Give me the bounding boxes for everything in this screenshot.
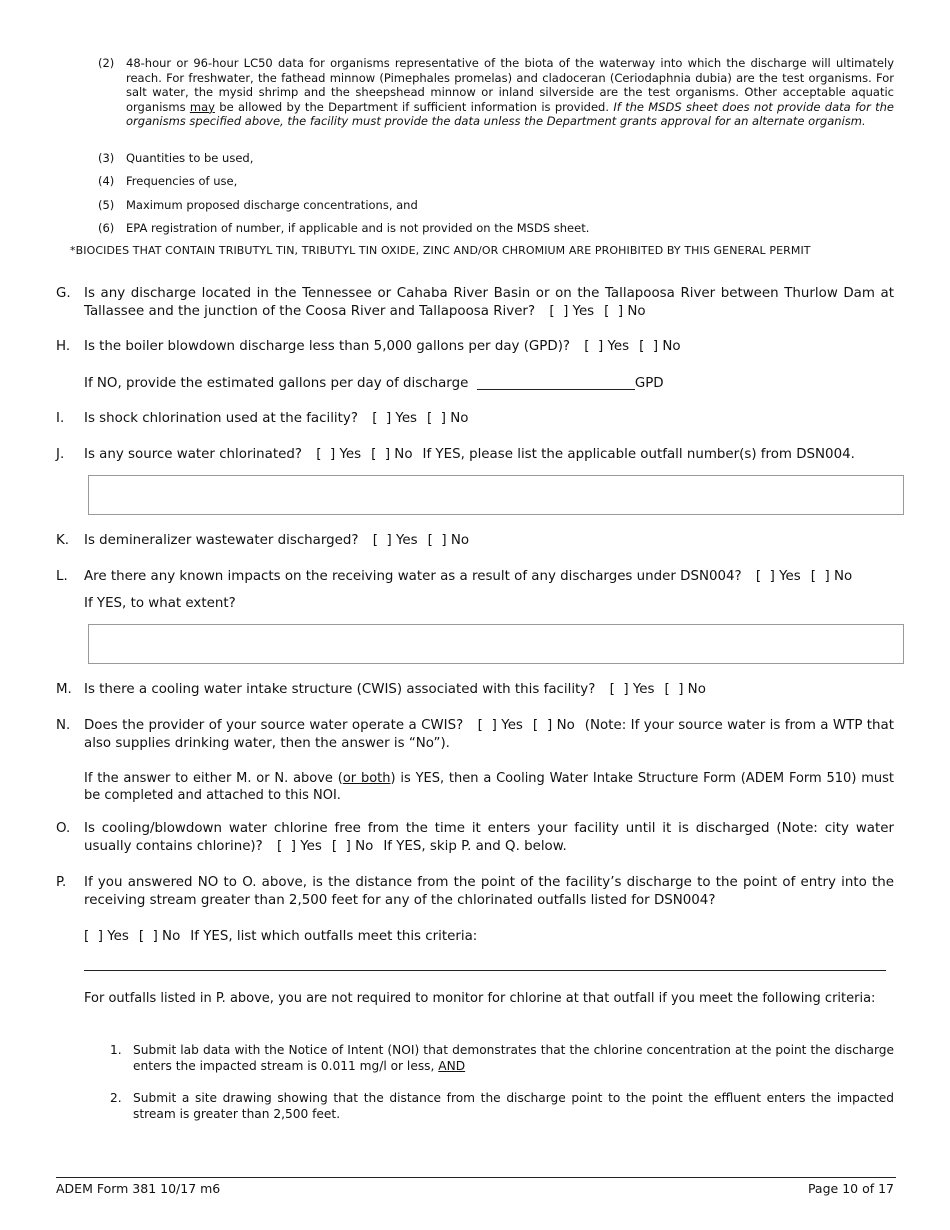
impact-extent-textbox[interactable]	[88, 624, 904, 664]
cwis-form-instruction: If the answer to either M. or N. above (or both) is YES, then a Cooling Water Intake Structure Form (ADEM Form 510) must be completed and attached to this NOI.	[84, 771, 894, 803]
criteria-item-1: 1. Submit lab data with the Notice of Intent (NOI) that demonstrates that the chlorine concentration at the point the discharge enters the impacted stream is 0.011 mg/l or less, AND	[110, 1043, 894, 1073]
sub-item-3: (3) Quantities to be used,	[98, 151, 254, 165]
question-h-followup: If NO, provide the estimated gallons per day of discharge GPD	[84, 376, 664, 391]
question-n: N. Does the provider of your source water operate a CWIS? [ ] Yes [ ] No (Note: If your source water is from a WTP that also supplies drinking water, then the answer is “No”).	[56, 718, 894, 751]
no-checkbox[interactable]: [ ] No	[664, 682, 706, 697]
sub-item-number: (2)	[98, 56, 115, 70]
chlorine-monitoring-paragraph: For outfalls listed in P. above, you are not required to monitor for chlorine at that outfall if you meet the following criteria:	[84, 991, 876, 1006]
no-checkbox[interactable]: [ ] No	[810, 569, 853, 584]
yes-checkbox[interactable]: [ ] Yes	[755, 569, 801, 584]
question-p-answer: [ ] Yes [ ] No If YES, list which outfalls meet this criteria:	[84, 929, 478, 944]
question-p: P. If you answered NO to O. above, is the distance from the point of the facility’s discharge to the point of entry into the receiving stream greater than 2,500 feet for any of the chlorinated outfalls listed for DSN004?	[56, 875, 894, 908]
question-letter: G.	[56, 286, 71, 301]
yes-checkbox[interactable]: [ ] Yes	[372, 411, 418, 426]
biocide-prohibition-note: *BIOCIDES THAT CONTAIN TRIBUTYL TIN, TRIBUTYL TIN OXIDE, ZINC AND/OR CHROMIUM ARE PROHIBITED BY THIS GENERAL PERMIT	[70, 244, 811, 257]
page-number: Page 10 of 17	[807, 1181, 894, 1196]
outfall-numbers-textbox[interactable]	[88, 475, 904, 515]
sub-item-5: (5) Maximum proposed discharge concentrations, and	[98, 198, 418, 212]
sub-item-2: (2) 48-hour or 96-hour LC50 data for organisms representative of the biota of the waterway into which the discharge will ultimately reach. For freshwater, the fathead minnow (Pimephales promelas) and cladoceran (Ceriodaphnia dubia) are the test organisms. For salt water, the mysid shrimp and the sheepshead minnow or inland silverside are the test organisms. Other acceptable aquatic organisms may be allowed by the Department if sufficient information is provided. If the MSDS sheet does not provide data for the organisms specified above, the facility must provide the data unless the Department grants approval for an alternate organism.	[98, 56, 895, 129]
no-checkbox[interactable]: [ ] No	[532, 718, 575, 733]
question-j: J. Is any source water chlorinated? [ ] Yes [ ] No If YES, please list the applicable outfall number(s) from DSN004.	[56, 447, 855, 462]
yes-checkbox[interactable]: [ ] Yes	[84, 929, 129, 944]
sub-item-6: (6) EPA registration of number, if applicable and is not provided on the MSDS sheet.	[98, 221, 590, 235]
yes-checkbox[interactable]: [ ] Yes	[277, 839, 322, 854]
yes-checkbox[interactable]: [ ] Yes	[609, 682, 655, 697]
footer-divider	[56, 1177, 896, 1178]
question-m: M. Is there a cooling water intake structure (CWIS) associated with this facility? [ ] Yes [ ] No	[56, 682, 706, 697]
sub-item-4: (4) Frequencies of use,	[98, 174, 238, 188]
no-checkbox[interactable]: [ ] No	[138, 929, 181, 944]
msds-note: If the MSDS sheet does not provide data for the organisms specified above, the facility must provide the data unless the Department grants approval for an alternate organism.	[126, 99, 895, 129]
question-k: K. Is demineralizer wastewater discharged? [ ] Yes [ ] No	[56, 533, 470, 548]
gpd-unit: GPD	[634, 376, 664, 391]
no-checkbox[interactable]: [ ] No	[604, 304, 646, 319]
yes-checkbox[interactable]: [ ] Yes	[584, 339, 630, 354]
no-checkbox[interactable]: [ ] No	[427, 411, 469, 426]
outfalls-input-line[interactable]	[84, 970, 886, 971]
no-checkbox[interactable]: [ ] No	[639, 339, 681, 354]
no-checkbox[interactable]: [ ] No	[427, 533, 470, 548]
no-checkbox[interactable]: [ ] No	[371, 447, 413, 462]
question-g: G. Is any discharge located in the Tennessee or Cahaba River Basin or on the Tallapoosa River between Thurlow Dam at Tallassee and the junction of the Coosa River and Tallapoosa River? [ ] Yes [ ] No	[56, 286, 894, 319]
yes-checkbox[interactable]: [ ] Yes	[372, 533, 418, 548]
form-number: ADEM Form 381 10/17 m6	[56, 1181, 221, 1196]
question-l-followup: If YES, to what extent?	[84, 596, 236, 611]
yes-checkbox[interactable]: [ ] Yes	[316, 447, 362, 462]
question-l: L. Are there any known impacts on the receiving water as a result of any discharges under DSN004? [ ] Yes [ ] No	[56, 569, 853, 584]
no-checkbox[interactable]: [ ] No	[331, 839, 374, 854]
yes-checkbox[interactable]: [ ] Yes	[549, 304, 595, 319]
criteria-item-2: 2. Submit a site drawing showing that the distance from the discharge point to the point the effluent enters the impacted stream is greater than 2,500 feet.	[110, 1091, 894, 1121]
question-i: I. Is shock chlorination used at the facility? [ ] Yes [ ] No	[56, 411, 469, 426]
question-o: O. Is cooling/blowdown water chlorine free from the time it enters your facility until it is discharged (Note: city water usually contains chlorine)? [ ] Yes [ ] No If YES, skip P. and Q. below.	[56, 821, 894, 854]
gpd-input-line[interactable]	[477, 375, 635, 390]
question-h: H. Is the boiler blowdown discharge less than 5,000 gallons per day (GPD)? [ ] Yes [ ] No	[56, 339, 681, 354]
yes-checkbox[interactable]: [ ] Yes	[477, 718, 523, 733]
